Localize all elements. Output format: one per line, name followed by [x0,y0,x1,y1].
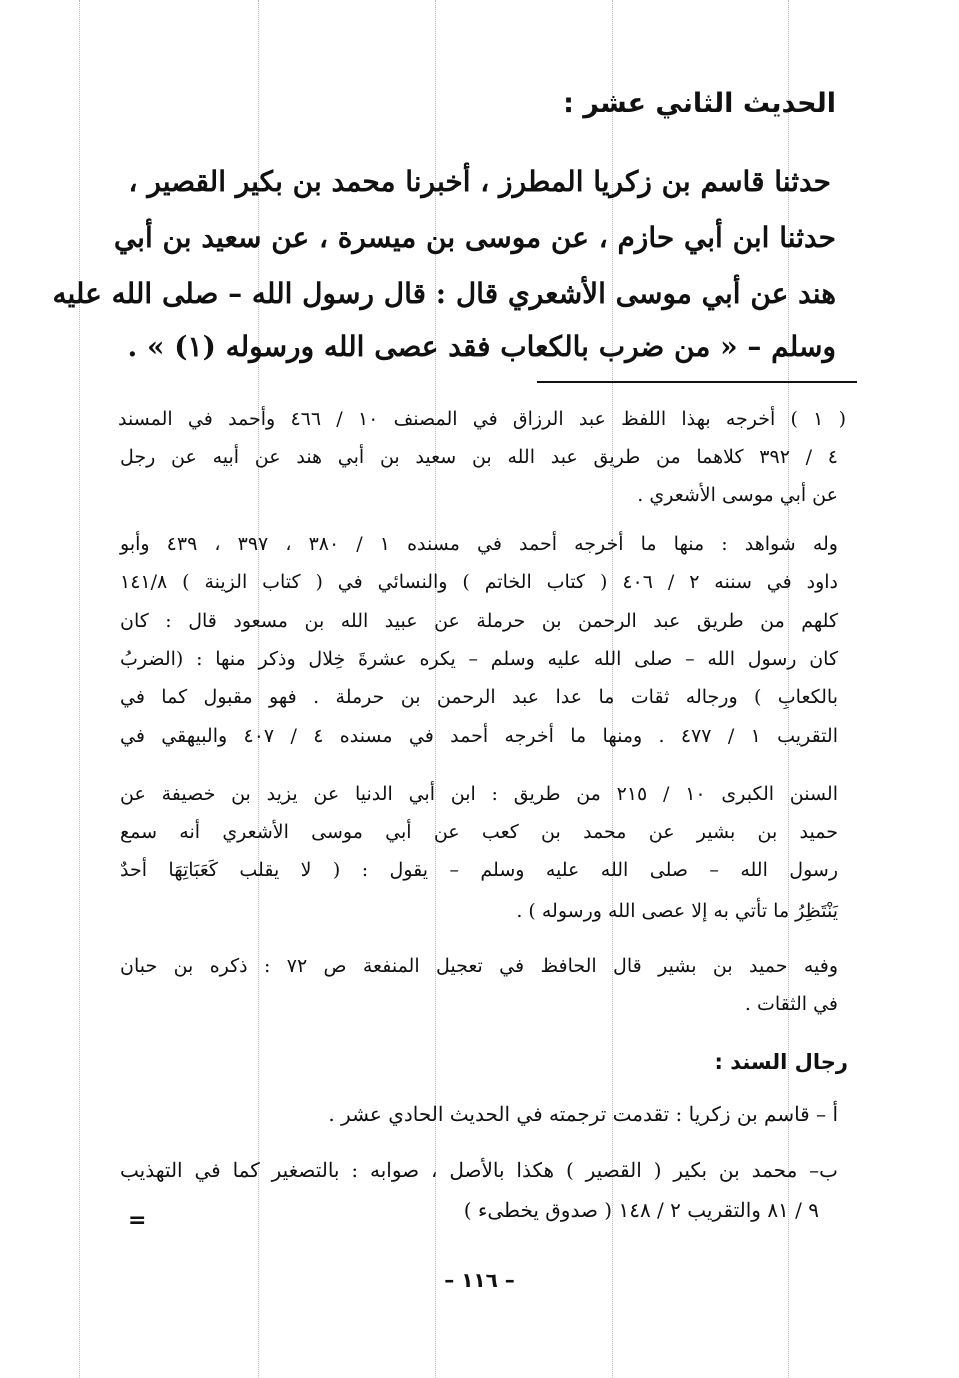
footnote-line: وفيه حميد بن بشير قال الحافظ في تعجيل المنفعة ص ٧٢ : ذكره بن حبان [120,955,838,977]
rijal-item: ب– محمد بن بكير ( القصير ) هكذا بالأصل ، صوابه : بالتصغير كما في التهذيب [120,1158,838,1182]
hadith-line: وسلم – « من ضرب بالكعاب فقد عصى الله ورسوله (١) » . [127,330,836,363]
footnote-line: وله شواهد : منها ما أخرجه أحمد في مسنده ١ / ٣٨٠ ، ٣٩٧ ، ٤٣٩ وأبو [120,533,838,555]
footnote-line: التقريب ١ / ٤٧٧ . ومنها ما أخرجه أحمد في مسنده ٤ / ٤٠٧ والبيهقي في [120,725,838,747]
hadith-line: هند عن أبي موسى الأشعري قال : قال رسول الله – صلى الله عليه [52,277,836,310]
footnote-line: يَنْتَظِرُ ما تأتي به إلا عصى الله ورسوله ) . [516,900,838,922]
footnote-line: داود في سننه ٢ / ٤٠٦ ( كتاب الخاتم ) والنسائي في ( كتاب الزينة ) ١٤١/٨ [120,571,838,593]
footnote-line: رسول الله – صلى الله عليه وسلم – يقول : ( لا يقلب كَعَبَاتِهَا أحدٌ [120,859,838,881]
continuation-mark: = [128,1208,147,1233]
footnote-line: حميد بن بشير عن محمد بن كعب عن أبي موسى الأشعري أنه سمع [120,821,838,843]
rijal-heading: رجال السند : [714,1050,848,1074]
hadith-title: الحديث الثاني عشر : [563,88,836,119]
footnote-separator [537,381,857,383]
footnote-line: ( ١ ) أخرجه بهذا اللفظ عبد الرزاق في المصنف ١٠ / ٤٦٦ وأحمد في المسند [118,408,847,430]
scan-guide-left [79,0,80,1378]
page-number: – ١١٦ – [444,1268,515,1292]
rijal-item: أ – قاسم بن زكريا : تقدمت ترجمته في الحديث الحادي عشر . [328,1102,838,1126]
rijal-item: ٩ / ٨١ والتقريب ٢ / ١٤٨ ( صدوق يخطىء ) [463,1198,819,1222]
footnote-line: ٤ / ٣٩٢ كلاهما من طريق عبد الله بن سعيد بن أبي هند عن أبيه عن رجل [120,446,838,468]
footnote-line: السنن الكبرى ١٠ / ٢١٥ من طريق : ابن أبي الدنيا عن يزيد بن خصيفة عن [120,783,839,805]
footnote-line: كلهم من طريق عبد الرحمن بن حرملة عن عبيد الله بن مسعود قال : كان [120,610,838,632]
footnote-line: كان رسول الله – صلى الله عليه وسلم – يكره عشرةَ خِلال وذكر منها : (الضربُ [120,648,838,670]
hadith-line: حدثنا قاسم بن زكريا المطرز ، أخبرنا محمد بن بكير القصير ، [128,165,831,198]
footnote-line: في الثقات . [744,993,838,1015]
footnote-line: بالكعابِ ) ورجاله ثقات ما عدا عبد الرحمن بن حرملة . فهو مقبول كما في [120,686,838,708]
footnote-line: عن أبي موسى الأشعري . [637,484,838,506]
hadith-line: حدثنا ابن أبي حازم ، عن موسى بن ميسرة ، عن سعيد بن أبي [113,221,836,254]
